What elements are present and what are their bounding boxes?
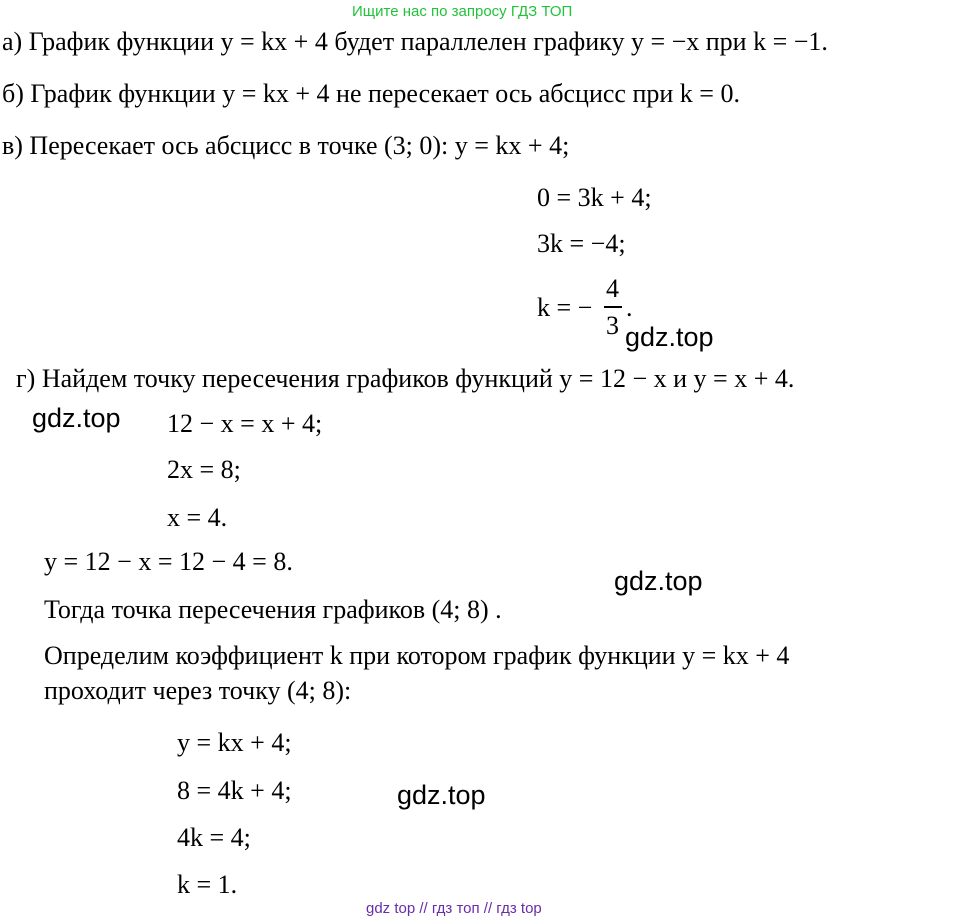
watermark-1: gdz.top [625, 322, 714, 352]
part-g-line: г) Найдем точку пересечения графиков функций y = 12 − x и y = x + 4. [16, 364, 795, 393]
watermark-4: gdz.top [397, 780, 486, 810]
watermark-3: gdz.top [614, 566, 703, 596]
fraction-denominator: 3 [606, 311, 619, 340]
part-b-line: б) График функции y = kx + 4 не пересекает ось абсцисс при k = 0. [2, 79, 740, 108]
fraction-numerator: 4 [606, 274, 619, 303]
k-equation-2: 8 = 4k + 4; [177, 776, 292, 805]
footer-links[interactable]: gdz top // гдз топ // гдз top [366, 900, 542, 917]
part-v-equation-2: 3k = −4; [537, 229, 626, 258]
k-equation-4: k = 1. [177, 870, 238, 899]
part-a-line: а) График функции y = kx + 4 будет параллелен графику y = −x при k = −1. [2, 27, 828, 56]
part-v-equation-1: 0 = 3k + 4; [537, 183, 652, 212]
determine-k-line-1: Определим коэффициент k при котором график функции y = kx + 4 [44, 641, 790, 670]
part-g-equation-2: 2x = 8; [167, 455, 241, 484]
fraction-lhs: k = − [537, 293, 593, 322]
part-g-equation-3: x = 4. [167, 503, 228, 532]
determine-k-line-2: проходит через точку (4; 8): [44, 676, 352, 705]
intersection-point-line: Тогда точка пересечения графиков (4; 8) . [44, 595, 502, 624]
part-g-y-value: y = 12 − x = 12 − 4 = 8. [44, 547, 293, 576]
part-v-line: в) Пересекает ось абсцисс в точке (3; 0): y = kx + 4; [2, 131, 570, 160]
watermark-2: gdz.top [32, 403, 121, 433]
fraction-period: . [626, 293, 633, 322]
top-banner: Ищите нас по запросу ГДЗ ТОП [352, 3, 573, 20]
k-equation-3: 4k = 4; [177, 823, 251, 852]
fraction-bar [604, 306, 622, 308]
part-g-equation-1: 12 − x = x + 4; [167, 409, 323, 438]
k-equation-1: y = kx + 4; [177, 728, 292, 757]
